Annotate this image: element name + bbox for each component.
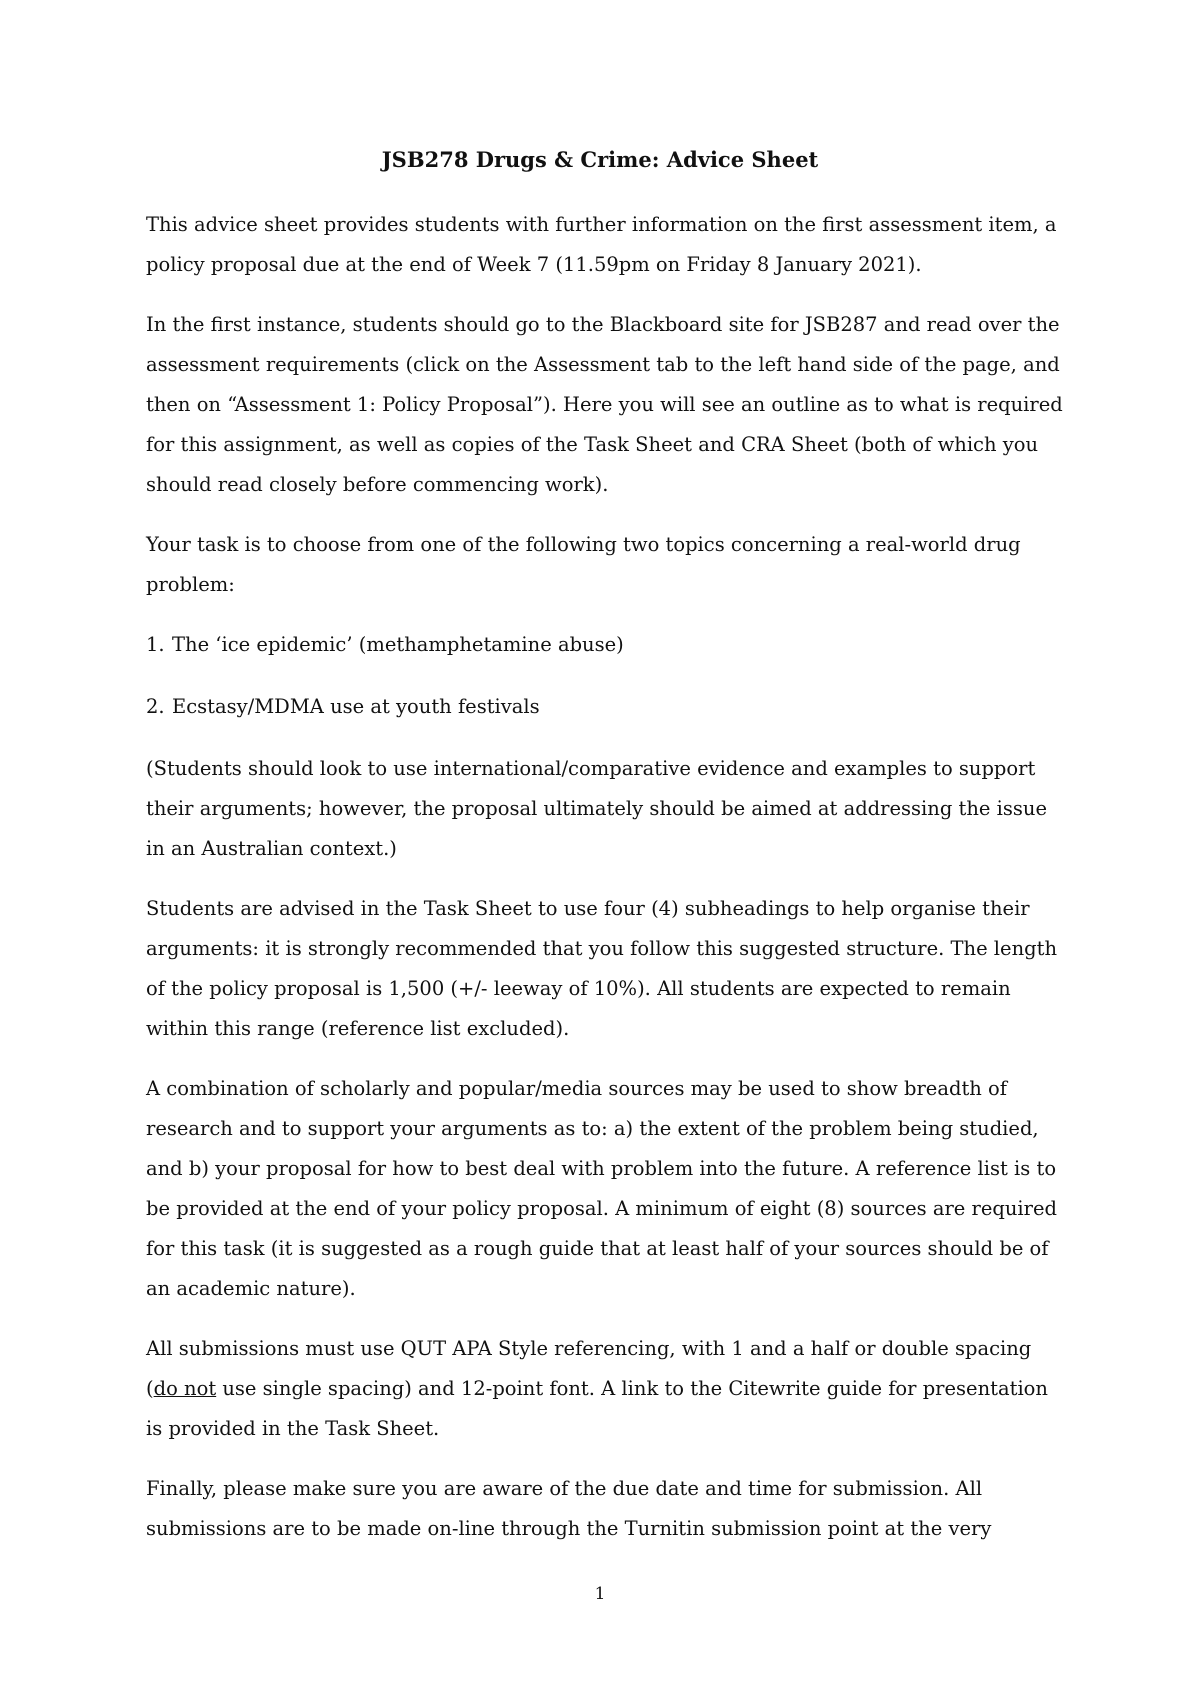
submission-text-part2: use single spacing) and 12-point font. A link to the Citewrite guide for presentation is provided in the Task Sheet. [146, 1377, 1048, 1440]
paragraph-structure: Students are advised in the Task Sheet to use four (4) subheadings to help organise their arguments: it is strongly recommended that you follow this suggested structure. The length of the policy proposal is 1,500 (+/- leeway of 10%). All students are expected to remain within this range (reference list excluded). [146, 897, 1058, 1040]
paragraph-intro: This advice sheet provides students with further information on the first assessment item, a policy proposal due at the end of Week 7 (11.59pm on Friday 8 January 2021). [146, 213, 1057, 276]
paragraph-blackboard: In the first instance, students should go to the Blackboard site for JSB287 and read over the assessment requirements (click on the Assessment tab to the left hand side of the page, and then on “Assessment 1: Policy Proposal”). Here you will see an outline as to what is required for this assignment, as well as copies of the Task Sheet and CRA Sheet (both of which you should read closely before commencing work). [146, 313, 1063, 496]
paragraph-evidence: (Students should look to use international/comparative evidence and examples to support their arguments; however, the proposal ultimately should be aimed at addressing the issue in an Australian context.) [146, 757, 1047, 860]
paragraph-submission [146, 1329, 1066, 1449]
submission-emphasis: do not [153, 1377, 217, 1400]
topic-item-1 [146, 625, 1066, 665]
topic-text: The ‘ice epidemic’ (methamphetamine abuse) [172, 633, 624, 656]
document-body [146, 205, 1066, 1569]
topic-number: 2. [146, 695, 165, 718]
page-number: 1 [594, 1584, 606, 1604]
document-title: JSB278 Drugs & Crime: Advice Sheet [381, 147, 819, 172]
paragraph-finally: Finally, please make sure you are aware of the due date and time for submission. All submissions are to be made on-line through the Turnitin submission point at the very [146, 1477, 992, 1540]
topic-number: 1. [146, 633, 165, 656]
paragraph-sources: A combination of scholarly and popular/media sources may be used to show breadth of research and to support your arguments as to: a) the extent of the problem being studied, and b) your proposal for how to best deal with problem into the future. A reference list is to be provided at the end of your policy proposal. A minimum of eight (8) sources are required for this task (it is suggested as a rough guide that at least half of your sources should be of an academic nature). [146, 1077, 1057, 1300]
submission-text-part1: All submissions must use QUT APA Style referencing, with 1 and a half or double spacing ( [146, 1337, 1032, 1400]
topic-text: Ecstasy/MDMA use at youth festivals [172, 695, 540, 718]
topic-item-2 [146, 687, 1066, 727]
paragraph-task: Your task is to choose from one of the following two topics concerning a real-world drug problem: [146, 533, 1021, 596]
